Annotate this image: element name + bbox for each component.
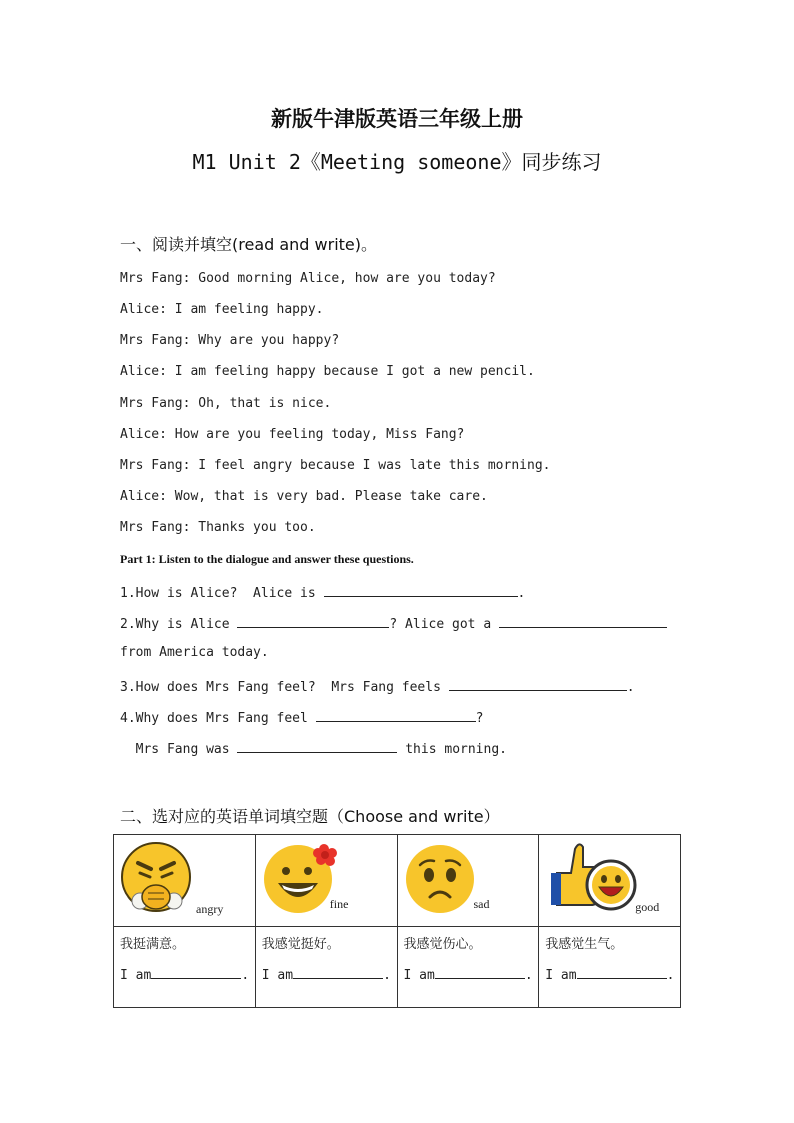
dialogue-line: Alice: I am feeling happy because I got a new pencil. <box>120 364 535 379</box>
emotion-cell-good <box>539 835 681 927</box>
worksheet-subtitle: M1 Unit 2《Meeting someone》同步练习 <box>192 150 602 174</box>
answer-blank-2b[interactable] <box>499 614 667 628</box>
question-3-text: 3.How does Mrs Fang feel? Mrs Fang feels <box>120 680 449 695</box>
question-1-text: 1.How is Alice? Alice is <box>120 586 324 601</box>
answer-prefix: I am <box>120 968 152 983</box>
question-3 <box>120 677 635 695</box>
answer-blank-1[interactable] <box>324 583 518 597</box>
answer-line <box>120 965 249 983</box>
dialogue-line: Mrs Fang: Good morning Alice, how are you today? <box>120 271 496 286</box>
answer-blank[interactable] <box>293 965 383 979</box>
answer-prefix: I am <box>545 968 577 983</box>
question-3-suffix: . <box>626 680 635 695</box>
answer-suffix: . <box>241 968 250 983</box>
dialogue-line: Mrs Fang: Thanks you too. <box>120 520 316 535</box>
emotion-table <box>113 834 681 1008</box>
answer-line <box>262 965 391 983</box>
sentence-cell <box>539 927 681 1008</box>
question-4-line2-suffix: this morning. <box>397 742 507 757</box>
question-2-middle: ? Alice got a <box>389 617 499 632</box>
emotion-cell-fine <box>255 835 397 927</box>
question-4-line2 <box>120 739 507 757</box>
chinese-sentence: 我感觉生气。 <box>545 937 624 952</box>
question-4 <box>120 708 484 726</box>
worksheet-title: 新版牛津版英语三年级上册 <box>271 106 523 131</box>
dialogue-line: Mrs Fang: Why are you happy? <box>120 333 340 348</box>
question-4-suffix: ? <box>475 711 484 726</box>
sentence-cell <box>397 927 539 1008</box>
section1-heading: 一、阅读并填空(read and write)。 <box>120 235 378 254</box>
happy-face-icon <box>260 839 340 919</box>
chinese-sentence: 我感觉挺好。 <box>261 937 340 952</box>
answer-blank-3[interactable] <box>449 677 627 691</box>
question-4-line2-text: Mrs Fang was <box>120 742 238 757</box>
answer-suffix: . <box>666 968 675 983</box>
question-4-text: 4.Why does Mrs Fang feel <box>120 711 316 726</box>
dialogue-line: Alice: Wow, that is very bad. Please take care. <box>120 489 488 504</box>
answer-suffix: . <box>524 968 533 983</box>
emotion-cell-sad <box>397 835 539 927</box>
angry-face-icon <box>118 839 198 919</box>
dialogue-line: Alice: How are you feeling today, Miss Fang? <box>120 427 465 442</box>
question-2-continuation: from America today. <box>120 645 269 660</box>
sentence-cell <box>255 927 397 1008</box>
answer-blank[interactable] <box>435 965 525 979</box>
sentence-cell <box>114 927 256 1008</box>
answer-blank-2a[interactable] <box>237 614 389 628</box>
answer-prefix: I am <box>403 968 435 983</box>
answer-blank-4a[interactable] <box>316 708 476 722</box>
question-2-text: 2.Why is Alice <box>120 617 238 632</box>
answer-blank[interactable] <box>577 965 667 979</box>
table-row <box>114 927 681 1008</box>
chinese-sentence: 我感觉伤心。 <box>403 937 482 952</box>
answer-prefix: I am <box>261 968 294 983</box>
question-1-suffix: . <box>517 586 526 601</box>
answer-suffix: . <box>383 968 391 983</box>
question-1 <box>120 583 525 601</box>
question-2 <box>120 614 667 632</box>
answer-line <box>404 965 533 983</box>
section2-heading: 二、选对应的英语单词填空题（Choose and write） <box>120 807 500 826</box>
emotion-word-fine: fine <box>329 897 349 911</box>
emotion-word-good: good <box>635 900 660 914</box>
emotion-cell-angry <box>114 835 256 927</box>
sad-face-icon <box>402 839 482 919</box>
answer-blank-4b[interactable] <box>237 739 397 753</box>
dialogue-line: Mrs Fang: I feel angry because I was late this morning. <box>120 458 551 473</box>
chinese-sentence: 我挺满意。 <box>120 937 186 952</box>
part1-instruction: Part 1: Listen to the dialogue and answer these questions. <box>120 552 414 566</box>
answer-blank[interactable] <box>151 965 241 979</box>
emotion-word-angry: angry <box>196 902 224 916</box>
table-row <box>114 835 681 927</box>
dialogue-line: Alice: I am feeling happy. <box>120 302 324 317</box>
thumbs-up-icon <box>549 839 645 919</box>
dialogue-line: Mrs Fang: Oh, that is nice. <box>120 396 332 411</box>
emotion-word-sad: sad <box>473 897 490 911</box>
answer-line <box>545 965 674 983</box>
